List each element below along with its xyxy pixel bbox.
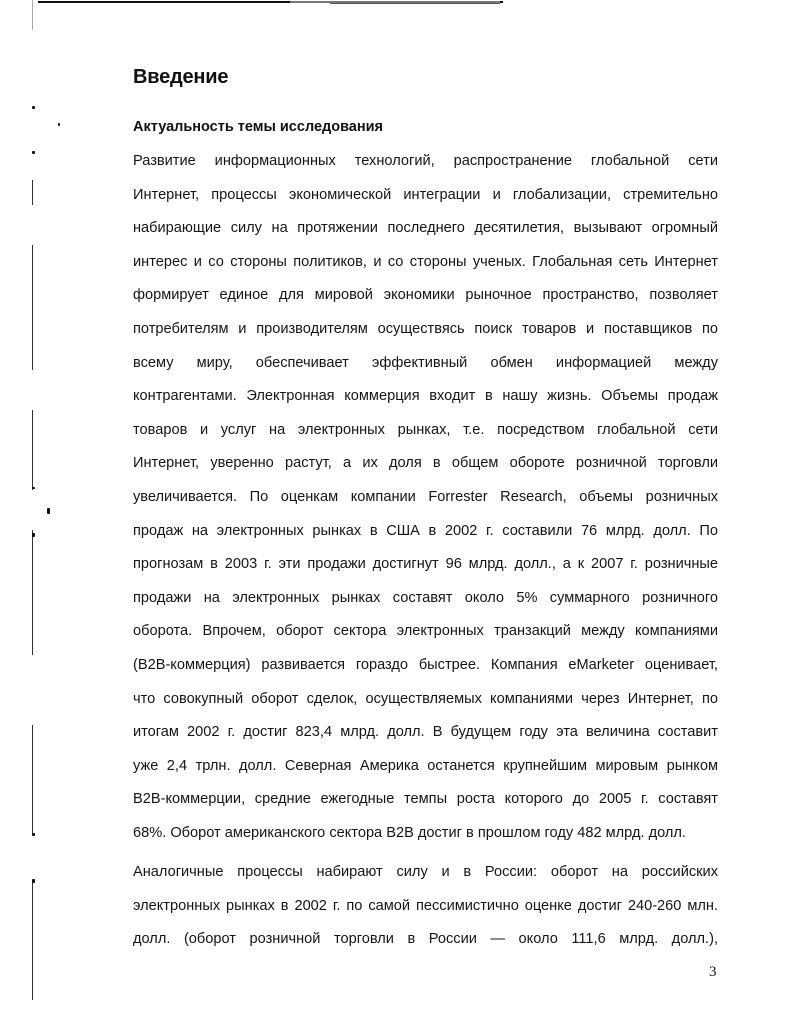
section-subtitle: Актуальность темы исследования <box>133 119 384 135</box>
scan-speck <box>47 508 50 514</box>
scan-left-edge <box>32 725 33 835</box>
text-line: оборота. Впрочем, оборот сектора электронных транзакций между компаниями <box>133 623 718 640</box>
scan-left-edge <box>32 245 33 370</box>
text-line: товаров и услуг на электронных рынках, т.е. посредством глобальной сети <box>133 421 718 438</box>
scan-speck <box>58 123 60 126</box>
scan-left-edge <box>32 880 33 1000</box>
text-line: что совокупный оборот сделок, осуществляемых компаниями через Интернет, по <box>133 690 718 707</box>
text-line: электронных рынках в 2002 г. по самой пессимистично оценке достиг 240-260 млн. <box>133 897 718 914</box>
text-line: увеличивается. По оценкам компании Forrester Research, объемы розничных <box>133 488 718 505</box>
text-line: формирует единое для мировой экономики рыночное пространство, позволяет <box>133 287 718 304</box>
text-line: Развитие информационных технологий, распространение глобальной сети <box>133 153 718 169</box>
text-line: долл. (оборот розничной торговли в России — около 111,6 млрд. долл.), <box>133 931 718 948</box>
scan-speck <box>32 879 35 883</box>
scan-speck <box>32 833 35 836</box>
text-line: итогам 2002 г. достиг 823,4 млрд. долл. В будущем году эта величина составит <box>133 724 718 741</box>
paragraph-2 <box>133 856 718 957</box>
text-line: (В2В-коммерция) развивается гораздо быстрее. Компания eMarketer оценивает, <box>133 656 718 673</box>
text-line: 68%. Оборот американского сектора В2В достиг в прошлом году 482 млрд. долл. <box>133 824 686 841</box>
text-line: Интернет, процессы экономической интеграции и глобализации, стремительно <box>133 186 718 203</box>
text-line: интерес и со стороны политиков, и со стороны ученых. Глобальная сеть Интернет <box>133 253 718 270</box>
paragraph-1 <box>133 145 718 850</box>
scan-left-edge <box>32 180 33 205</box>
scan-left-edge <box>32 530 33 655</box>
scan-top-edge-shade-2 <box>330 3 500 4</box>
text-line: прогнозам в 2003 г. эти продажи достигнут 96 млрд. долл., а к 2007 г. розничные <box>133 556 718 573</box>
text-line: потребителям и производителям осуществясь поиск товаров и поставщиков по <box>133 320 718 337</box>
scan-speck <box>32 533 35 537</box>
section-title: Введение <box>133 66 229 88</box>
text-line: всему миру, обеспечивает эффективный обмен информацией между <box>133 354 718 371</box>
text-line: набирающие силу на протяжении последнего десятилетия, вызывают огромный <box>133 220 718 237</box>
scan-left-edge <box>32 0 33 30</box>
scan-speck <box>32 487 35 489</box>
page-number: 3 <box>709 964 717 980</box>
text-line: продажи на электронных рынках составят около 5% суммарного розничного <box>133 589 718 606</box>
scan-speck <box>32 151 35 154</box>
text-line: Интернет, уверенно растут, а их доля в общем обороте розничной торговли <box>133 455 718 472</box>
text-line: продаж на электронных рынках в США в 2002 г. составили 76 млрд. долл. По <box>133 522 718 539</box>
text-line: В2В-коммерции, средние ежегодные темпы роста которого до 2005 г. составят <box>133 791 718 808</box>
text-line: уже 2,4 трлн. долл. Северная Америка останется крупнейшим мировым рынком <box>133 757 718 774</box>
scan-speck <box>32 106 35 109</box>
text-line: контрагентами. Электронная коммерция входит в нашу жизнь. Объемы продаж <box>133 388 718 405</box>
text-line: Аналогичные процессы набирают силу и в России: оборот на российских <box>133 864 718 880</box>
scan-left-edge <box>32 410 33 490</box>
